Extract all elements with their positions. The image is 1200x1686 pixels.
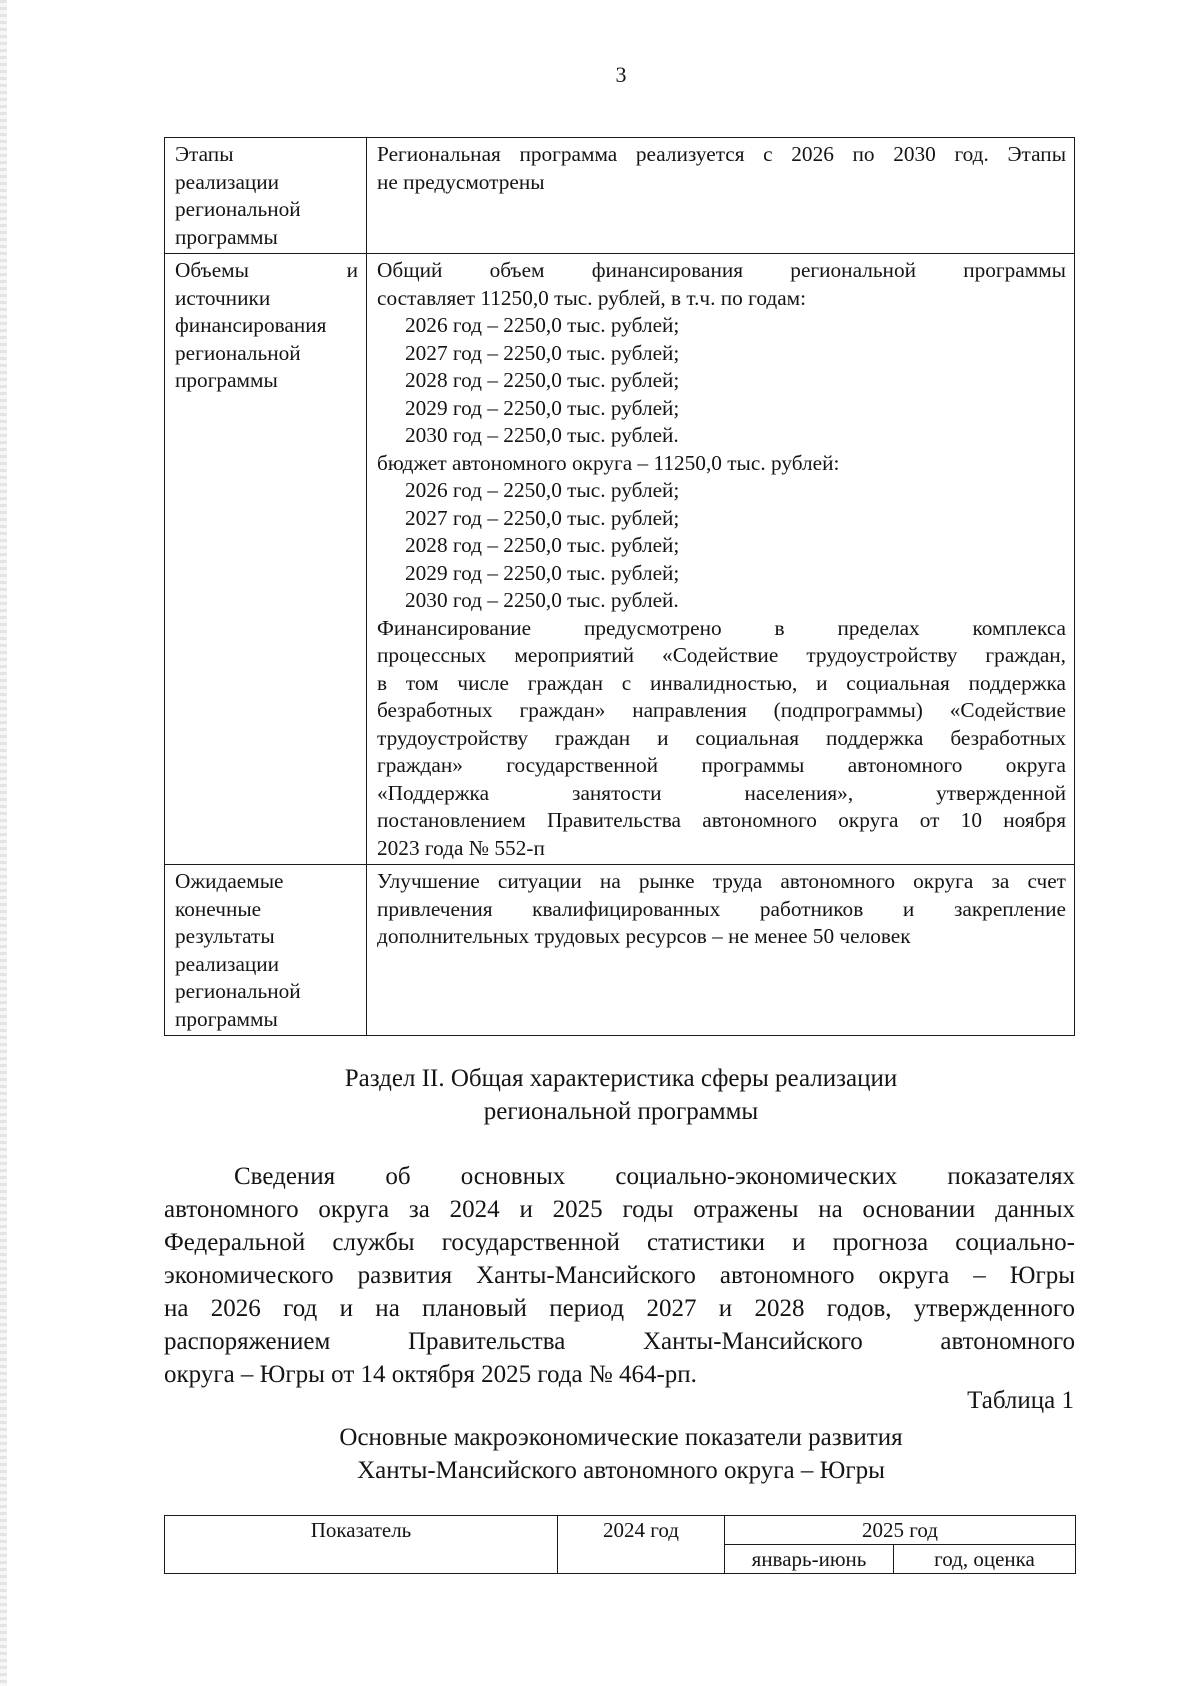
funding-row xyxy=(165,254,1075,865)
paragraph-line: округа – Югры от 14 октября 2025 года № 464-рп. xyxy=(164,1361,697,1388)
table-title xyxy=(0,1421,1200,1487)
stages-label xyxy=(165,138,367,254)
financing-note-line: Финансирование предусмотрено в пределах комплекса xyxy=(377,615,1066,640)
stages-text xyxy=(367,138,1075,254)
label-word: Объемы xyxy=(175,258,249,282)
funding-year-line: 2027 год – 2250,0 тыс. рублей; xyxy=(405,340,680,365)
paragraph-line: Сведения об основных социально-экономических показателях xyxy=(234,1163,1075,1190)
funding-year-line: 2028 год – 2250,0 тыс. рублей; xyxy=(405,368,680,392)
results-label xyxy=(165,865,367,1036)
budget-heading: бюджет автономного округа – 11250,0 тыс. рублей: xyxy=(377,450,840,475)
header-2025: 2025 год xyxy=(725,1516,1076,1545)
label-line: региональной xyxy=(175,197,301,221)
text-line: Региональная программа реализуется с 2026 по 2030 год. Этапы xyxy=(377,142,1066,166)
program-passport-table xyxy=(164,137,1075,1036)
body-paragraph xyxy=(164,1160,1075,1391)
funding-year-line: 2026 год – 2250,0 тыс. рублей; xyxy=(405,313,680,337)
budget-year-line: 2030 год – 2250,0 тыс. рублей. xyxy=(405,588,679,612)
section-title xyxy=(0,1062,1200,1128)
label-line: Ожидаемые xyxy=(175,869,284,893)
label-word: и xyxy=(346,258,358,282)
table-title-line: Основные макроэкономические показатели развития xyxy=(339,1424,903,1451)
header-2024: 2024 год xyxy=(558,1516,725,1574)
header-indicator: Показатель xyxy=(165,1516,558,1574)
financing-note-line: трудоустройству граждан и социальная поддержка безработных xyxy=(377,725,1066,750)
section-title-line: региональной программы xyxy=(483,1098,759,1125)
budget-year-line: 2027 год – 2250,0 тыс. рублей; xyxy=(405,505,680,530)
paragraph-line: экономического развития Ханты-Мансийского автономного округа – Югры xyxy=(164,1262,1075,1289)
label-line: программы xyxy=(175,368,278,392)
financing-note-line: в том числе граждан с инвалидностью, и социальная поддержка xyxy=(377,670,1066,695)
results-row xyxy=(165,865,1075,1036)
label-line: региональной xyxy=(175,340,301,365)
label-line: конечные xyxy=(175,896,262,921)
results-line: дополнительных трудовых ресурсов – не менее 50 человек xyxy=(377,924,911,948)
table-label: Таблица 1 xyxy=(967,1387,1074,1414)
label-line xyxy=(175,257,358,285)
label-line: Этапы xyxy=(175,142,234,166)
financing-note-line: процессных мероприятий «Содействие трудоустройству граждан, xyxy=(377,643,1066,667)
financing-note-line: безработных граждан» направления (подпрограммы) «Содействие xyxy=(377,698,1066,722)
subheader-estimate: год, оценка xyxy=(894,1545,1076,1574)
results-line: привлечения квалифицированных работников и закрепление xyxy=(377,896,1066,921)
funding-total-line: Общий объем финансирования региональной программы xyxy=(377,258,1066,282)
funding-year-line: 2030 год – 2250,0 тыс. рублей. xyxy=(405,423,679,447)
budget-year-line: 2026 год – 2250,0 тыс. рублей; xyxy=(405,478,680,502)
budget-year-line: 2028 год – 2250,0 тыс. рублей; xyxy=(405,533,680,557)
table-title-line: Ханты-Мансийского автономного округа – Югры xyxy=(357,1457,885,1484)
text-line: не предусмотрены xyxy=(377,169,545,194)
financing-note-line: постановлением Правительства автономного округа от 10 ноября xyxy=(377,808,1066,832)
paragraph-line: на 2026 год и на плановый период 2027 и 2028 годов, утвержденного xyxy=(164,1295,1075,1322)
label-line: программы xyxy=(175,224,278,249)
results-text xyxy=(367,865,1075,1036)
label-line: источники xyxy=(175,285,271,310)
label-line: реализации xyxy=(175,169,280,194)
budget-year-line: 2029 год – 2250,0 тыс. рублей; xyxy=(405,560,680,585)
label-line: региональной xyxy=(175,979,301,1003)
financing-note-line: «Поддержка занятости населения», утвержденной xyxy=(377,780,1066,805)
financing-note-line: граждан» государственной программы автономного округа xyxy=(377,753,1066,777)
indicators-table xyxy=(164,1515,1076,1574)
paragraph-line: автономного округа за 2024 и 2025 годы отражены на основании данных xyxy=(164,1196,1075,1223)
label-line: реализации xyxy=(175,951,280,976)
label-line: результаты xyxy=(175,924,275,948)
page-number: 3 xyxy=(615,62,627,87)
financing-note-line: 2023 года № 552-п xyxy=(377,835,545,860)
funding-year-line: 2029 год – 2250,0 тыс. рублей; xyxy=(405,395,680,420)
subheader-jan-jun: январь-июнь xyxy=(725,1545,894,1574)
funding-total-line: составляет 11250,0 тыс. рублей, в т.ч. по годам: xyxy=(377,285,807,310)
label-line: финансирования xyxy=(175,313,327,337)
paragraph-line: Федеральной службы государственной статистики и прогноза социально- xyxy=(164,1229,1075,1256)
label-line: программы xyxy=(175,1006,278,1031)
funding-label xyxy=(165,254,367,865)
funding-text xyxy=(367,254,1075,865)
section-title-line: Раздел II. Общая характеристика сферы реализации xyxy=(344,1065,898,1092)
results-line: Улучшение ситуации на рынке труда автономного округа за счет xyxy=(377,869,1066,893)
stages-row xyxy=(165,138,1075,254)
paragraph-line: распоряжением Правительства Ханты-Мансийского автономного xyxy=(164,1328,1075,1355)
header-row xyxy=(165,1516,1076,1545)
